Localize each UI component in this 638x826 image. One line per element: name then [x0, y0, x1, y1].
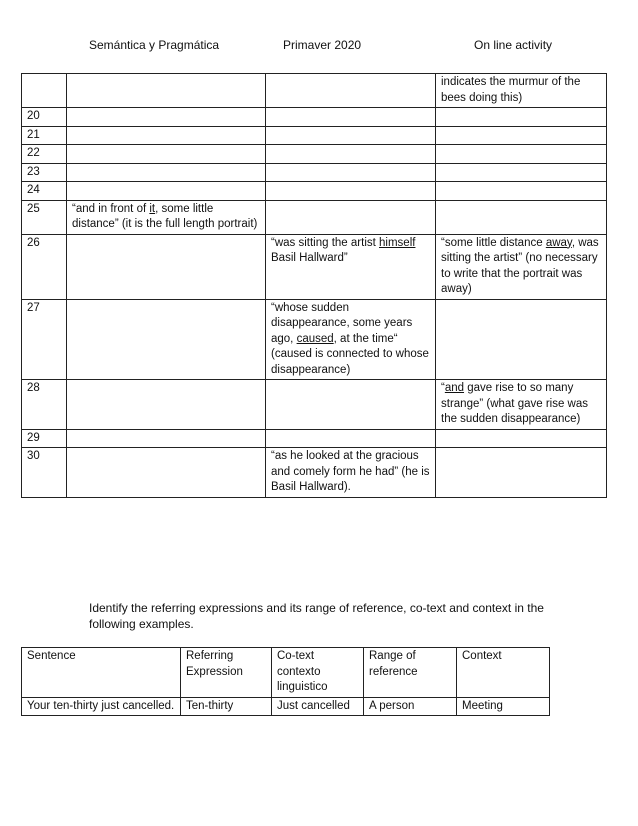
underlined-text: it: [149, 202, 156, 215]
table-cell-col2: [67, 163, 266, 182]
table-cell-col2: [67, 234, 266, 299]
table-row: [22, 108, 607, 127]
table-cell-col2: [67, 200, 266, 234]
underlined-text: caused: [296, 332, 334, 345]
table-row: [22, 74, 607, 108]
table-cell-col2: [67, 429, 266, 448]
table-cell-col2: [67, 108, 266, 127]
cell-text: “: [441, 382, 445, 394]
header-course-title: Semántica y Pragmática: [89, 38, 220, 52]
table-row: [22, 429, 607, 448]
table-row: [22, 182, 607, 201]
table-cell: A person: [364, 697, 457, 716]
table-cell-col3: [266, 448, 436, 498]
cell-text: gave rise to so many strange” (what gave rise was the sudden disappearance): [441, 382, 589, 425]
table-row: [22, 299, 607, 380]
table-cell-col4: [436, 299, 607, 380]
table-cell-col3: [266, 145, 436, 164]
row-number-cell: 26: [22, 234, 67, 299]
row-number-cell: 22: [22, 145, 67, 164]
table-cell-col4: [436, 74, 607, 108]
table-cell-col2: [67, 380, 266, 430]
table-cell-col4: [436, 200, 607, 234]
table-cell-col3: [266, 200, 436, 234]
table-cell-col4: [436, 108, 607, 127]
cell-text: , was sitting the artist” (no necessary to write that the portrait was away): [441, 236, 599, 295]
table-row: [22, 448, 607, 498]
table-cell-col2: [67, 145, 266, 164]
underlined-text: and: [444, 382, 465, 394]
table-cell-col4: [436, 234, 607, 299]
table-cell-col3: [266, 163, 436, 182]
table-cell-col3: [266, 182, 436, 201]
cell-text: Basil Hallward”: [271, 252, 348, 264]
cell-text: “whose sudden disappearance, some years ago,: [271, 301, 413, 345]
table-cell-col4: [436, 163, 607, 182]
table-row: [22, 380, 607, 430]
table-cell-col3: [266, 380, 436, 430]
column-header: Range of reference: [364, 648, 457, 698]
column-header: Context: [457, 648, 550, 698]
table-cell-col4: [436, 126, 607, 145]
table-row: [22, 200, 607, 234]
examples-table: [21, 647, 550, 716]
table-cell-col3: [266, 74, 436, 108]
cell-text: “was sitting the artist: [271, 236, 380, 249]
row-number-cell: [22, 74, 67, 108]
column-header: Co-text contexto linguistico: [272, 648, 364, 698]
table-cell-col2: [67, 182, 266, 201]
cell-text: “some little distance: [441, 236, 546, 249]
row-number-cell: 20: [22, 108, 67, 127]
table-row: [22, 145, 607, 164]
table-row: [22, 126, 607, 145]
table-cell: Your ten-thirty just cancelled.: [22, 697, 181, 716]
table-cell-col4: [436, 429, 607, 448]
table-cell: Meeting: [457, 697, 550, 716]
table-row: [22, 697, 550, 716]
table-cell-col2: [67, 299, 266, 380]
row-number-cell: 28: [22, 380, 67, 430]
cell-text: indicates the murmur of the bees doing this): [441, 76, 581, 104]
cell-text: , some little distance” (it is the full length portrait): [72, 202, 258, 230]
instructions-text: Identify the referring expressions and its range of reference, co-text and context in the following examples.: [89, 601, 544, 631]
row-number-cell: 29: [22, 429, 67, 448]
reference-analysis-table: [21, 73, 607, 498]
underlined-text: himself: [379, 236, 416, 249]
row-number-cell: 24: [22, 182, 67, 201]
row-number-cell: 21: [22, 126, 67, 145]
cell-text: , at the time“ (caused is connected to whose disappearance): [271, 332, 429, 376]
header-term: Primaver 2020: [283, 38, 362, 52]
table-cell-col3: [266, 299, 436, 380]
examples-table-header-row: [22, 648, 550, 698]
underlined-text: away: [545, 236, 572, 249]
row-number-cell: 23: [22, 163, 67, 182]
table-cell-col4: [436, 448, 607, 498]
table-cell-col4: [436, 380, 607, 430]
table-cell: Just cancelled: [272, 697, 364, 716]
table-cell-col3: [266, 126, 436, 145]
cell-text: “as he looked at the gracious and comely form he had” (he is Basil Hallward).: [271, 450, 430, 493]
table-cell-col3: [266, 108, 436, 127]
column-header: Sentence: [22, 648, 181, 698]
table-cell-col3: [266, 234, 436, 299]
table-cell-col3: [266, 429, 436, 448]
row-number-cell: 27: [22, 299, 67, 380]
column-header: Referring Expression: [181, 648, 272, 698]
table-cell-col2: [67, 448, 266, 498]
table-row: [22, 234, 607, 299]
table-row: [22, 163, 607, 182]
table-cell-col2: [67, 126, 266, 145]
table-cell-col4: [436, 182, 607, 201]
table-cell: Ten-thirty: [181, 697, 272, 716]
table-cell-col2: [67, 74, 266, 108]
cell-text: “and in front of: [72, 202, 150, 215]
row-number-cell: 30: [22, 448, 67, 498]
row-number-cell: 25: [22, 200, 67, 234]
header-activity-type: On line activity: [474, 38, 553, 52]
table-cell-col4: [436, 145, 607, 164]
